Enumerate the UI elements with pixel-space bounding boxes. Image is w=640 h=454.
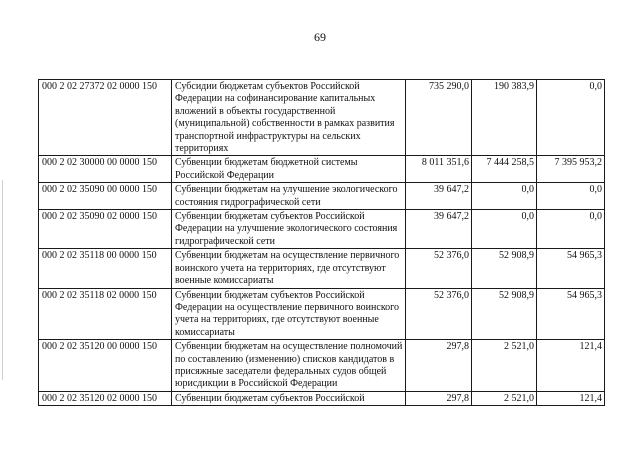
scan-edge-line bbox=[2, 180, 3, 380]
amount-cell: 52 376,0 bbox=[406, 249, 472, 288]
table-row bbox=[39, 340, 605, 392]
amount-cell: 121,4 bbox=[537, 391, 605, 405]
table-row bbox=[39, 391, 605, 405]
amount-cell: 7 395 953,2 bbox=[537, 156, 605, 183]
amount-cell: 297,8 bbox=[406, 391, 472, 405]
amount-cell: 39 647,2 bbox=[406, 183, 472, 210]
budget-code-cell: 000 2 02 30000 00 0000 150 bbox=[39, 156, 172, 183]
budget-code-cell: 000 2 02 35118 02 0000 150 bbox=[39, 288, 172, 340]
description-cell: Субвенции бюджетам на осуществление первичного воинского учета на территориях, где отсутствуют военные комиссариаты bbox=[172, 249, 406, 288]
description-cell: Субвенции бюджетам субъектов Российской bbox=[172, 391, 406, 405]
table-row bbox=[39, 249, 605, 288]
amount-cell: 52 376,0 bbox=[406, 288, 472, 340]
amount-cell: 0,0 bbox=[472, 183, 537, 210]
amount-cell: 7 444 258,5 bbox=[472, 156, 537, 183]
amount-cell: 52 908,9 bbox=[472, 249, 537, 288]
page-number: 69 bbox=[314, 30, 326, 44]
table-row bbox=[39, 156, 605, 183]
amount-cell: 54 965,3 bbox=[537, 288, 605, 340]
amount-cell: 735 290,0 bbox=[406, 80, 472, 156]
description-cell: Субвенции бюджетам субъектов Российской Федерации на осуществление первичного воинского учета на территориях, где отсутствуют военные комиссариаты bbox=[172, 288, 406, 340]
table-row bbox=[39, 288, 605, 340]
description-cell: Субсидии бюджетам субъектов Российской Федерации на софинансирование капитальных вложений в объекты государственной (муниципальной) собственности в рамках развития транспортной инфраструктуры на сельских территориях bbox=[172, 80, 406, 156]
budget-code-cell: 000 2 02 27372 02 0000 150 bbox=[39, 80, 172, 156]
description-cell: Субвенции бюджетам на улучшение экологического состояния гидрографической сети bbox=[172, 183, 406, 210]
amount-cell: 39 647,2 bbox=[406, 210, 472, 249]
amount-cell: 54 965,3 bbox=[537, 249, 605, 288]
table-row bbox=[39, 80, 605, 156]
amount-cell: 8 011 351,6 bbox=[406, 156, 472, 183]
budget-code-cell: 000 2 02 35118 00 0000 150 bbox=[39, 249, 172, 288]
amount-cell: 190 383,9 bbox=[472, 80, 537, 156]
description-cell: Субвенции бюджетам бюджетной системы Российской Федерации bbox=[172, 156, 406, 183]
amount-cell: 0,0 bbox=[537, 210, 605, 249]
amount-cell: 297,8 bbox=[406, 340, 472, 392]
description-cell: Субвенции бюджетам на осуществление полномочий по составлению (изменению) списков кандидатов в присяжные заседатели федеральных судов общей юрисдикции в Российской Федерации bbox=[172, 340, 406, 392]
budget-code-cell: 000 2 02 35120 00 0000 150 bbox=[39, 340, 172, 392]
amount-cell: 0,0 bbox=[472, 210, 537, 249]
budget-revenue-table bbox=[38, 79, 605, 406]
amount-cell: 0,0 bbox=[537, 183, 605, 210]
amount-cell: 52 908,9 bbox=[472, 288, 537, 340]
description-cell: Субвенции бюджетам субъектов Российской Федерации на улучшение экологического состояния гидрографической сети bbox=[172, 210, 406, 249]
budget-code-cell: 000 2 02 35120 02 0000 150 bbox=[39, 391, 172, 405]
budget-code-cell: 000 2 02 35090 00 0000 150 bbox=[39, 183, 172, 210]
amount-cell: 121,4 bbox=[537, 340, 605, 392]
amount-cell: 0,0 bbox=[537, 80, 605, 156]
budget-code-cell: 000 2 02 35090 02 0000 150 bbox=[39, 210, 172, 249]
amount-cell: 2 521,0 bbox=[472, 391, 537, 405]
amount-cell: 2 521,0 bbox=[472, 340, 537, 392]
table-row bbox=[39, 183, 605, 210]
table-row bbox=[39, 210, 605, 249]
